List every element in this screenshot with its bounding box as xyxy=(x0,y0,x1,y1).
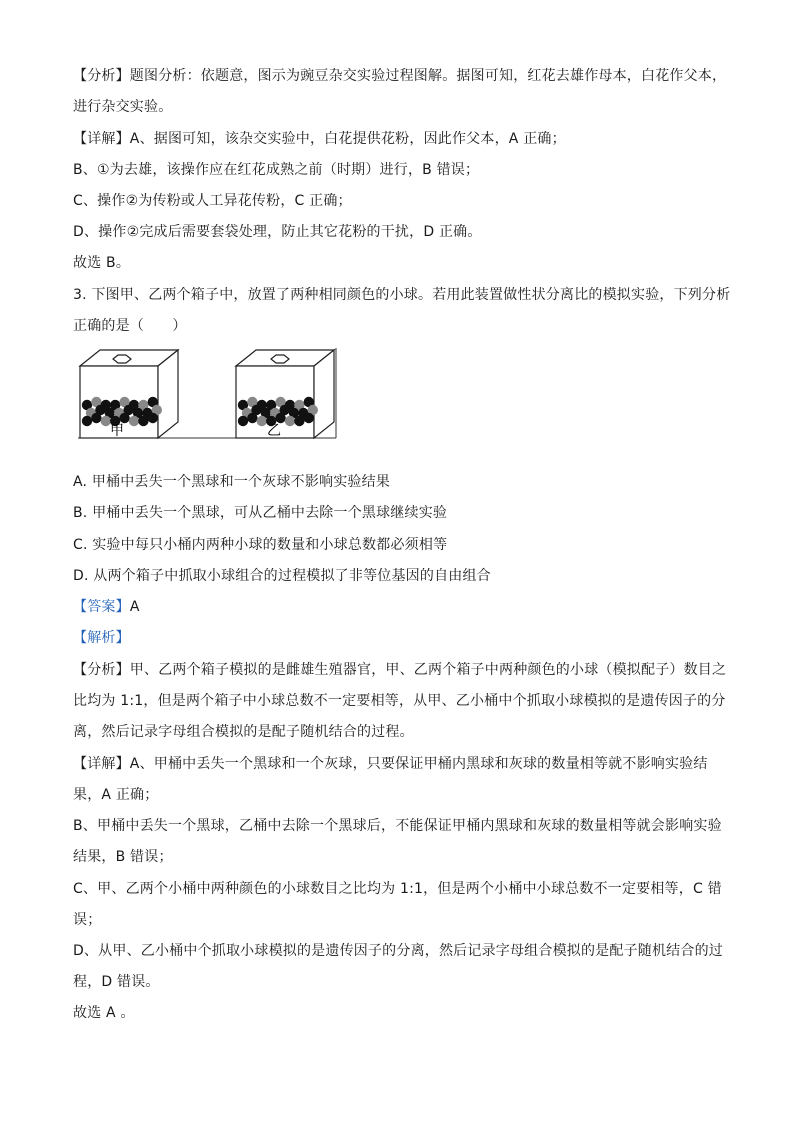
detail-b-line-1: B、甲桶中丢失一个黑球，乙桶中去除一个黑球后，不能保证甲桶内黑球和灰球的数量相等就会影响实验 xyxy=(73,818,722,834)
detail-a-line-2: 果，A 正确； xyxy=(73,787,159,803)
question-stem-line-2: 正确的是（ ） xyxy=(73,318,187,334)
black-ball xyxy=(304,413,314,423)
option-d: D. 从两个箱子中抓取小球组合的过程模拟了非等位基因的自由组合 xyxy=(73,568,491,584)
black-ball xyxy=(82,416,92,426)
final-answer: 故选 A 。 xyxy=(73,1005,135,1021)
black-ball xyxy=(91,413,101,423)
prev-detail-b: B、①为去雄，该操作应在红花成熟之前（时期）进行，B 错误； xyxy=(73,162,480,178)
prev-detail-d: D、操作②完成后需要套袋处理，防止其它花粉的干扰，D 正确。 xyxy=(73,224,482,240)
analysis-line-3: 离，然后记录字母组合模拟的是配子随机结合的过程。 xyxy=(73,724,414,740)
hexagon-opening-icon xyxy=(271,355,289,363)
prev-analysis-line-2: 进行杂交实验。 xyxy=(73,99,173,115)
black-ball xyxy=(138,416,148,426)
gray-ball xyxy=(257,416,267,426)
detail-c-line-1: C、甲、乙两个小桶中两种颜色的小球数目之比均为 1:1，但是两个小桶中小球总数不一定要相等，C 错 xyxy=(73,881,722,897)
option-a: A. 甲桶中丢失一个黑球和一个灰球不影响实验结果 xyxy=(73,474,391,490)
box-jia xyxy=(80,350,178,438)
detail-d-line-2: 程，D 错误。 xyxy=(73,974,160,990)
detail-a-line-1: 【详解】A、甲桶中丢失一个黑球和一个灰球，只要保证甲桶内黑球和灰球的数量相等就不影响实验结 xyxy=(73,756,708,772)
option-b: B. 甲桶中丢失一个黑球，可从乙桶中去除一个黑球继续实验 xyxy=(73,505,448,521)
detail-d-line-1: D、从甲、乙小桶中个抓取小球模拟的是遗传因子的分离，然后记录字母组合模拟的是配子随机结合的过 xyxy=(73,943,723,959)
prev-detail-a: 【详解】A、据图可知，该杂交实验中，白花提供花粉，因此作父本，A 正确； xyxy=(73,131,566,147)
balls-jia xyxy=(82,397,162,426)
black-ball xyxy=(294,416,304,426)
gray-ball xyxy=(129,416,139,426)
answer-line xyxy=(73,597,140,617)
prev-analysis-line-1: 【分析】题图分析：依题意，图示为豌豆杂交实验过程图解。据图可知，红花去雄作母本，白花作父本， xyxy=(73,68,727,84)
analysis-line-1: 【分析】甲、乙两个箱子模拟的是雌雄生殖器官，甲、乙两个箱子中两种颜色的小球（模拟配子）数目之 xyxy=(73,662,727,678)
option-c: C. 实验中每只小桶内两种小球的数量和小球总数都必须相等 xyxy=(73,537,448,553)
black-ball xyxy=(238,416,248,426)
black-ball xyxy=(148,413,158,423)
box-yi xyxy=(236,350,334,438)
answer-value: A xyxy=(129,599,140,615)
black-ball xyxy=(275,413,285,423)
black-ball xyxy=(247,413,257,423)
label-yi: 乙 xyxy=(267,423,281,439)
label-jia: 甲 xyxy=(110,423,124,439)
explanation-label: 【解析】 xyxy=(73,630,130,646)
ball-box-figure xyxy=(78,345,340,440)
prev-detail-c: C、操作②为传粉或人工异花传粉，C 正确； xyxy=(73,193,352,209)
question-stem-line-1: 3. 下图甲、乙两个箱子中，放置了两种相同颜色的小球。若用此装置做性状分离比的模拟实验，下列分析 xyxy=(73,287,731,303)
black-ball xyxy=(119,413,129,423)
gray-ball xyxy=(285,416,295,426)
hexagon-opening-icon xyxy=(113,355,131,363)
detail-b-line-2: 结果，B 错误； xyxy=(73,849,173,865)
balls-yi xyxy=(238,397,318,426)
analysis-line-2: 比均为 1:1，但是两个箱子中小球总数不一定要相等，从甲、乙小桶中个抓取小球模拟的是遗传因子的分 xyxy=(73,693,726,709)
detail-c-line-2: 误； xyxy=(73,912,102,928)
answer-label: 【答案】 xyxy=(73,599,130,615)
prev-answer: 故选 B。 xyxy=(73,255,131,271)
